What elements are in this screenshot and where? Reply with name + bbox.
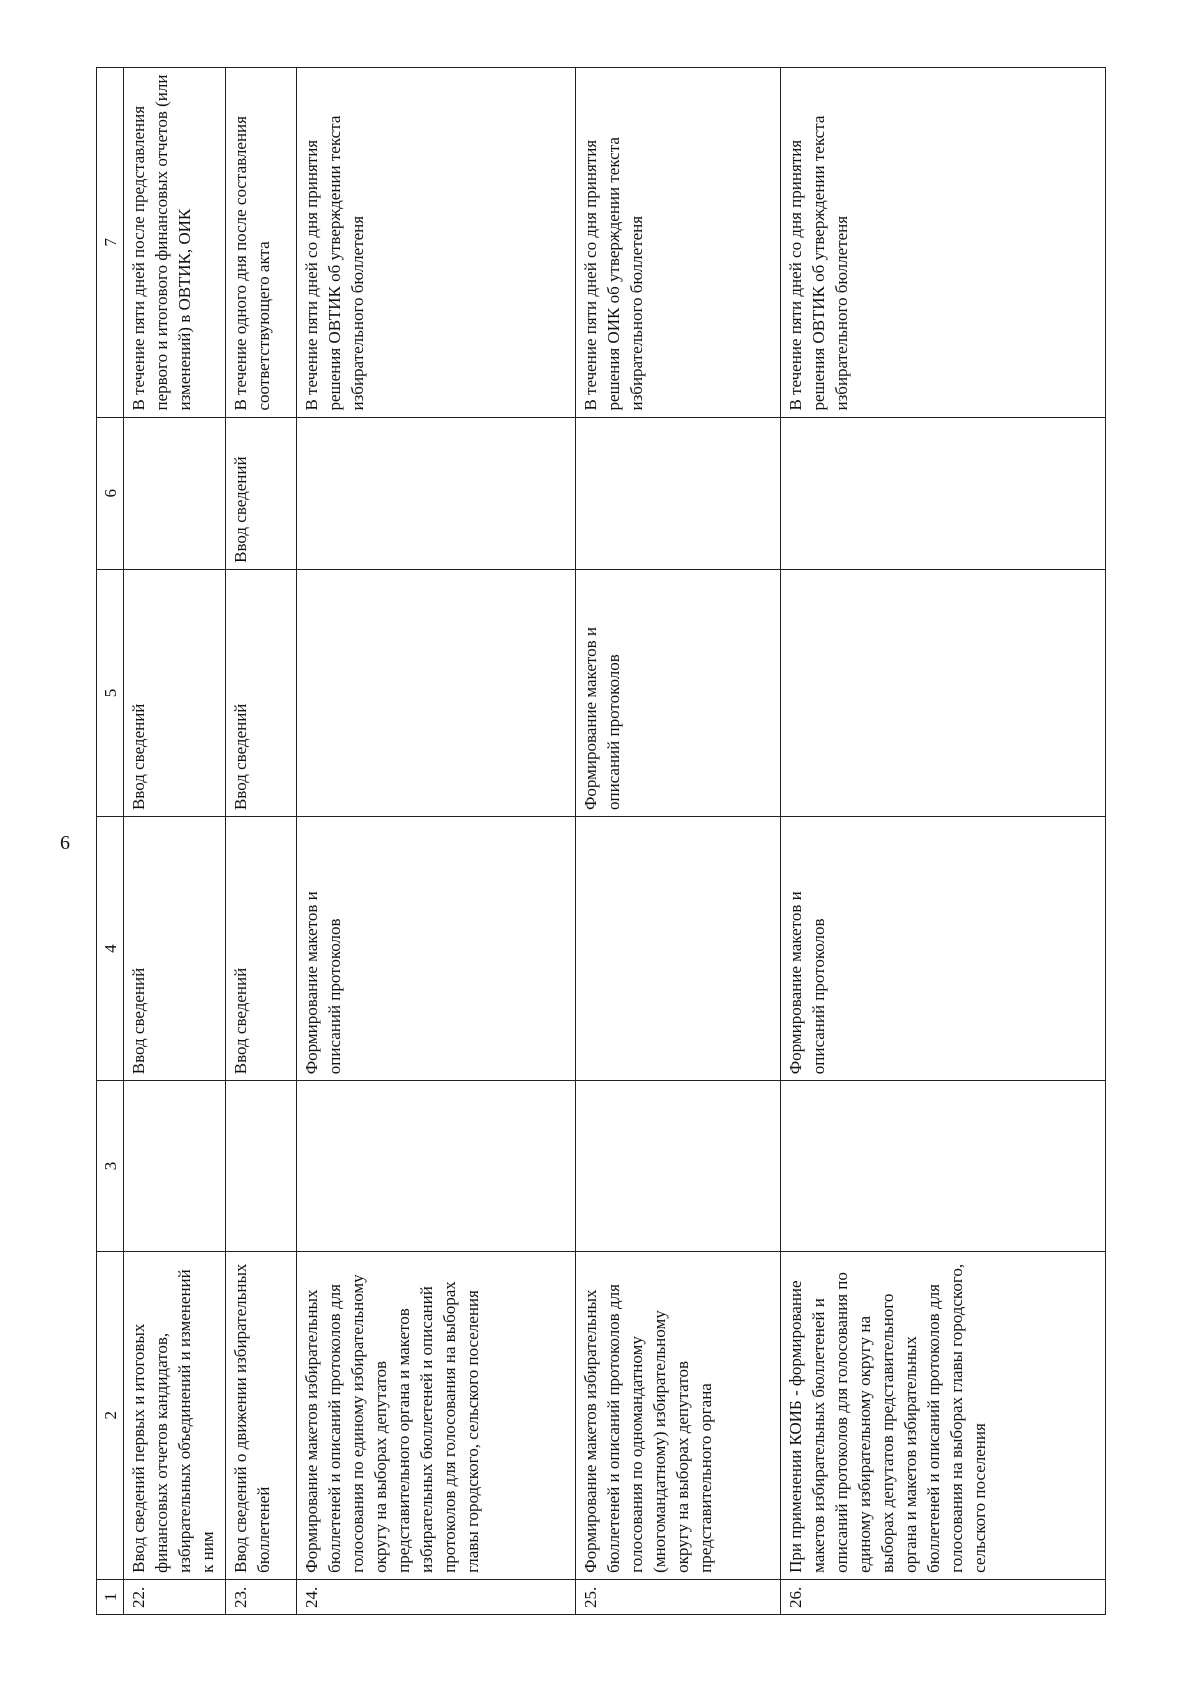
table-row bbox=[225, 68, 296, 1615]
table-cell: Формирование макетов и описаний протоколов bbox=[781, 817, 1106, 1081]
table-cell: При применении КОИБ - формирование макетов избирательных бюллетеней и описаний протоколов для голосования по единому избирательному округу на выборах депутатов представительного органа и макетов избирательных бюллетеней и описаний протоколов для голосования на выборах главы городского, сельского поселения bbox=[781, 1251, 1106, 1579]
table-cell bbox=[576, 417, 781, 569]
table-cell: Ввод сведений bbox=[225, 417, 296, 569]
table-cell: Ввод сведений bbox=[124, 817, 226, 1081]
page-number: 6 bbox=[60, 832, 70, 854]
row-number: 23. bbox=[225, 1579, 296, 1614]
table-cell bbox=[296, 1081, 576, 1251]
table-cell: Ввод сведений о движении избирательных бюллетеней bbox=[225, 1251, 296, 1579]
table-cell bbox=[781, 417, 1106, 569]
rotated-page bbox=[96, 67, 1106, 1615]
header-cell: 3 bbox=[97, 1081, 124, 1251]
table-cell bbox=[576, 817, 781, 1081]
table-cell: В течение пяти дней после представления первого и итогового финансовых отчетов (или изменений) в ОВТИК, ОИК bbox=[124, 68, 226, 418]
table-cell: Формирование макетов избирательных бюллетеней и описаний протоколов для голосования по одномандатному (многомандатному) избирательному округу на выборах депутатов представительного органа bbox=[576, 1251, 781, 1579]
table-cell: Ввод сведений bbox=[225, 817, 296, 1081]
table-cell: Формирование макетов и описаний протоколов bbox=[576, 569, 781, 816]
table-cell bbox=[124, 1081, 226, 1251]
table-row bbox=[296, 68, 576, 1615]
header-cell: 1 bbox=[97, 1579, 124, 1614]
table-cell bbox=[225, 1081, 296, 1251]
row-number: 22. bbox=[124, 1579, 226, 1614]
header-cell: 4 bbox=[97, 817, 124, 1081]
table-cell: В течение одного дня после составления соответствующего акта bbox=[225, 68, 296, 418]
header-row bbox=[97, 68, 124, 1615]
table-cell bbox=[781, 569, 1106, 816]
row-number: 26. bbox=[781, 1579, 1106, 1614]
table-row bbox=[781, 68, 1106, 1615]
header-cell: 5 bbox=[97, 569, 124, 816]
table-row bbox=[576, 68, 781, 1615]
table-cell bbox=[576, 1081, 781, 1251]
table-cell: Ввод сведений bbox=[124, 569, 226, 816]
table-cell: В течение пяти дней со дня принятия решения ОИК об утверждении текста избирательного бюллетеня bbox=[576, 68, 781, 418]
table-cell: Формирование макетов и описаний протоколов bbox=[296, 817, 576, 1081]
schedule-table bbox=[96, 67, 1106, 1615]
table-cell: В течение пяти дней со дня принятия решения ОВТИК об утверждении текста избирательного бюллетеня bbox=[781, 68, 1106, 418]
table-cell bbox=[296, 569, 576, 816]
header-cell: 2 bbox=[97, 1251, 124, 1579]
table-cell: Ввод сведений первых и итоговых финансовых отчетов кандидатов, избирательных объединений и изменений к ним bbox=[124, 1251, 226, 1579]
table-cell: В течение пяти дней со дня принятия решения ОВТИК об утверждении текста избирательного бюллетеня bbox=[296, 68, 576, 418]
header-cell: 6 bbox=[97, 417, 124, 569]
table-cell bbox=[781, 1081, 1106, 1251]
row-number: 25. bbox=[576, 1579, 781, 1614]
header-cell: 7 bbox=[97, 68, 124, 418]
table-cell: Ввод сведений bbox=[225, 569, 296, 816]
table-row bbox=[124, 68, 226, 1615]
table-cell bbox=[296, 417, 576, 569]
row-number: 24. bbox=[296, 1579, 576, 1614]
table-cell: Формирование макетов избирательных бюллетеней и описаний протоколов для голосования по единому избирательному округу на выборах депутатов представительного органа и макетов избирательных бюллетеней и описаний протоколов для голосования на выборах главы городского, сельского поселения bbox=[296, 1251, 576, 1579]
table-cell bbox=[124, 417, 226, 569]
